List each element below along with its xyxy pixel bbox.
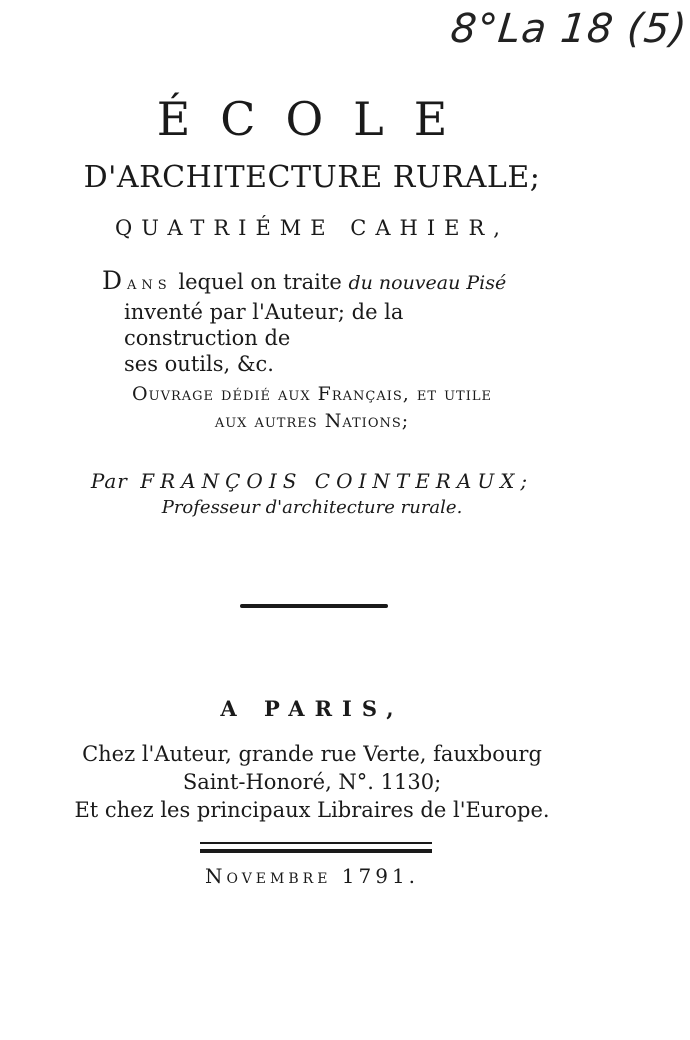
description-small-caps: ANS — [127, 278, 172, 293]
imprint-city: A PARIS, — [220, 696, 404, 721]
book-subtitle: D'ARCHITECTURE RURALE; — [83, 160, 541, 195]
author-line — [0, 469, 624, 493]
description-line3: ses outils, &c. — [124, 352, 274, 376]
book-title: ÉCOLE — [156, 92, 478, 146]
dedication-line-1: Ouvrage dédié aux Français, et utile — [132, 383, 492, 405]
ornamental-rule — [240, 604, 388, 608]
author-name: FRANÇOIS COINTERAUX; — [140, 469, 534, 493]
description-line1-text: lequel on traite — [178, 270, 342, 294]
dedication-line-2: aux autres Nations; — [214, 410, 410, 432]
double-rule-thick — [200, 849, 432, 853]
imprint-address-line-3: Et chez les principaux Libraires de l'Europe. — [74, 798, 550, 822]
description-line1-italic: du nouveau Pisé — [348, 272, 507, 294]
imprint-address-line-1: Chez l'Auteur, grande rue Verte, fauxbourg — [82, 742, 542, 766]
volume-label: QUATRIÉME CAHIER, — [115, 216, 509, 240]
imprint-address-line-2: Saint-Honoré, N°. 1130; — [182, 770, 442, 794]
publication-date: Novembre 1791. — [204, 864, 420, 888]
double-rule-thin — [200, 842, 432, 844]
description-line2: inventé par l'Auteur; de la construction de — [124, 300, 404, 350]
author-par: Par — [90, 469, 128, 493]
handwritten-shelfmark: 8°La 18 (5) — [448, 6, 690, 52]
author-profession: Professeur d'architecture rurale. — [161, 497, 463, 518]
description-dropcap: D — [102, 266, 128, 295]
description-paragraph — [102, 268, 532, 377]
